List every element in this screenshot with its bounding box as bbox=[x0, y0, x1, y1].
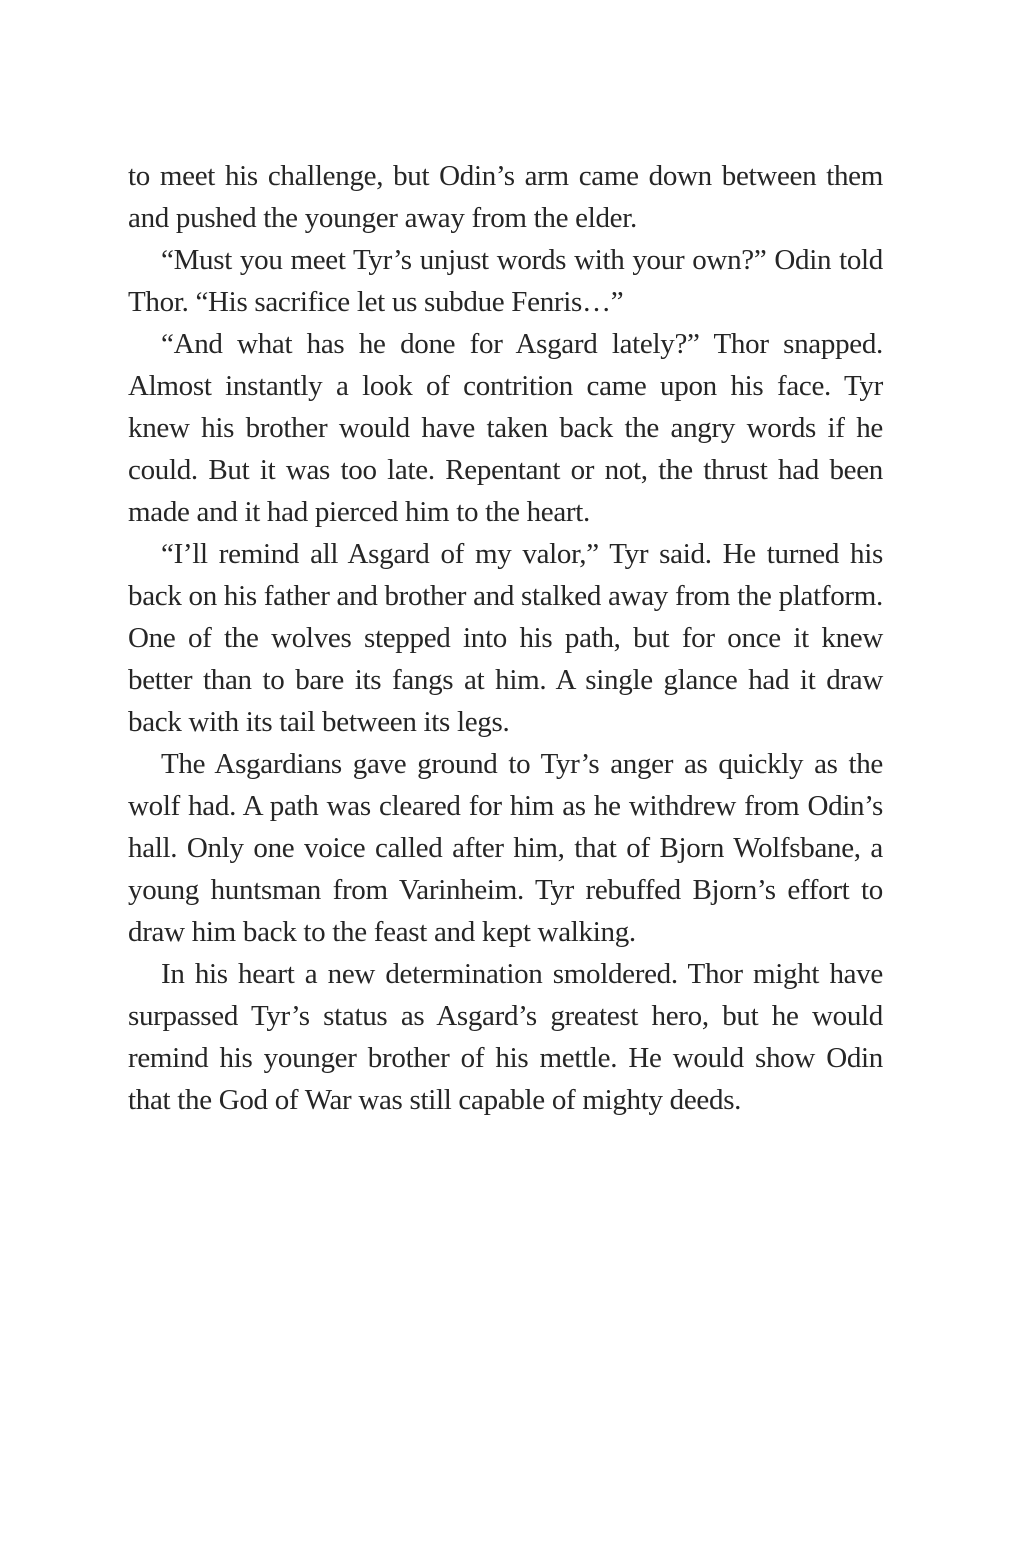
paragraph: “Must you meet Tyr’s unjust words with your own?” Odin told Thor. “His sacrifice let us subdue Fenris…” bbox=[128, 244, 883, 318]
paragraph: “I’ll remind all Asgard of my valor,” Tyr said. He turned his back on his father and brother and stalked away from the platform. One of the wolves stepped into his path, but for once it knew better than to bare its fangs at him. A single glance had it draw back with its tail between its legs. bbox=[128, 538, 883, 738]
paragraph: The Asgardians gave ground to Tyr’s anger as quickly as the wolf had. A path was cleared for him as he withdrew from Odin’s hall. Only one voice called after him, that of Bjorn Wolfsbane, a young huntsman from Varinheim. Tyr rebuffed Bjorn’s effort to draw him back to the feast and kept walking. bbox=[128, 748, 883, 948]
text-column bbox=[128, 155, 883, 1121]
paragraph-continuation: to meet his challenge, but Odin’s arm came down between them and pushed the younger away from the elder. bbox=[128, 160, 883, 234]
paragraph: In his heart a new determination smoldered. Thor might have surpassed Tyr’s status as Asgard’s greatest hero, but he would remind his younger brother of his mettle. He would show Odin that the God of War was still capable of mighty deeds. bbox=[128, 958, 883, 1116]
paragraph: “And what has he done for Asgard lately?” Thor snapped. Almost instantly a look of contrition came upon his face. Tyr knew his brother would have taken back the angry words if he could. But it was too late. Repentant or not, the thrust had been made and it had pierced him to the heart. bbox=[128, 328, 883, 528]
